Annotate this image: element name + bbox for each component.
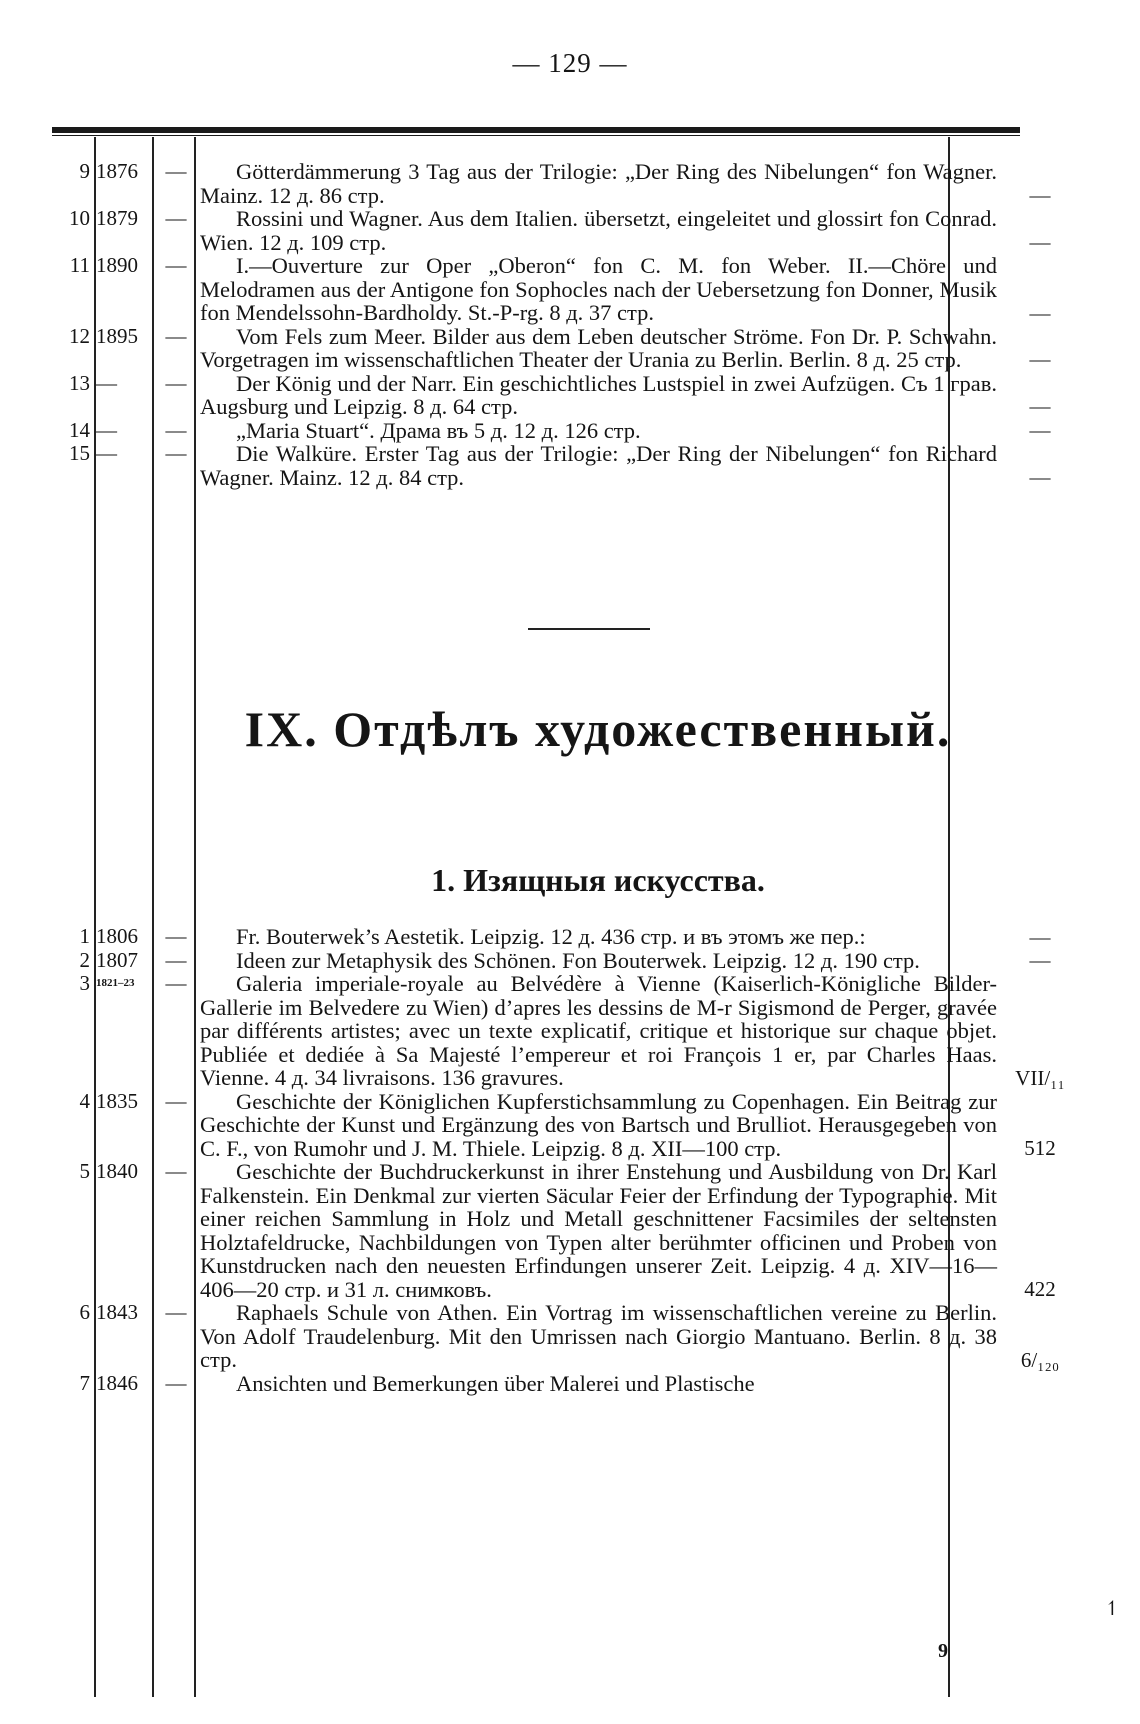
entry-year: 1807 (96, 947, 138, 972)
entry-text: Der König und der Narr. Ein geschichtliches Lustspiel in zwei Aufzügen. Съ 1 грав. Augsburg und Leipzig. 8 д. 64 стр. (200, 370, 997, 419)
entry-year: 1843 (96, 1300, 138, 1324)
section-title: IX. Отдѣлъ художественный. (244, 701, 952, 757)
entry-year: 1876 (96, 159, 138, 183)
entry-number: 11 (69, 253, 90, 277)
entry-number: 12 (69, 323, 90, 348)
entry-dash: — (165, 1300, 187, 1324)
entry-number: 7 (79, 1370, 90, 1395)
entry-price: — (1029, 418, 1051, 442)
entry-dash: — (165, 159, 187, 183)
entry-dash: — (165, 441, 187, 465)
entry-year: 1821–23 (96, 977, 135, 989)
entry-row (52, 1372, 1062, 1396)
entry-year: 1890 (96, 253, 138, 277)
edge-mark: ↿ (1104, 1598, 1121, 1620)
subsection-title: 1. Изящныя искусства. (431, 862, 765, 898)
entry-row (52, 419, 1062, 443)
entry-number: 9 (79, 159, 90, 183)
entry-price: 512 (1024, 1136, 1056, 1160)
entry-dash: — (165, 253, 187, 277)
entry-number: 15 (69, 441, 90, 465)
entry-text: Ideen zur Metaphysik des Schönen. Fon Bouterwek. Leipzig. 12 д. 190 стр. (236, 947, 920, 973)
entry-price: — (1029, 347, 1051, 371)
entry-text: Vom Fels zum Meer. Bilder aus dem Leben deutscher Ströme. Fon Dr. P. Schwahn. Vorgetragen im wissenschaftlichen Theater der Urania zu Berlin. Berlin. 8 д. 25 стр. (200, 323, 997, 372)
entry-row (52, 160, 1062, 207)
page-number: — 129 — (512, 48, 628, 78)
entry-dash: — (165, 1088, 187, 1113)
entry-year: — (96, 441, 117, 465)
entry-price: — (1029, 300, 1051, 325)
entry-price: — (1029, 394, 1051, 418)
entry-text: I.—Ouverture zur Oper „Oberon“ fon C. M. fon Weber. II.—Chöre und Melodramen aus der Antigone fon Sophocles nach der Uebersetzung fon Donner, Musik fon Mendelssohn-Bardholdy. St.-P-rg. 8 д. 37 стр. (200, 253, 997, 325)
entry-number: 1 (79, 924, 90, 948)
entry-text: Rossini und Wagner. Aus dem Italien. übersetzt, eingeleitet und glossirt fon Conrad. Wien. 12 д. 109 стр. (200, 206, 997, 255)
bottom-entries-table (52, 924, 1065, 1396)
entry-price: — (1029, 464, 1051, 489)
entry-year: 1846 (96, 1370, 138, 1395)
entry-text: Geschichte der Königlichen Kupferstichsammlung zu Copenhagen. Ein Beitrag zur Geschichte der Kunst und Ergänzung des von Bartsch und Brulliot. Herausgegeben von C. F., von Rumohr und J. M. Thiele. Leipzig. 8 д. XII—100 стр. (200, 1088, 997, 1161)
entry-dash: — (165, 1159, 187, 1183)
top-entries-table (52, 160, 1062, 489)
entry-text: Geschichte der Buchdruckerkunst in ihrer Enstehung und Ausbildung von Dr. Karl Falkenstein. Ein Denkmal zur vierten Säcular Feier der Erfindung der Typographie. Mit einer reichen Sammlung in Holz und Metall geschnittener Facsimiles der seltensten Holztafeldrucke, Nachbildungen von Typen alter berühmter officinen und Proben von Kunstdrucken nach den neuesten Erfindungen unserer Zeit. Leipzig. 4 д. XIV—16—406—20 стр. и 31 л. снимковъ. (200, 1159, 997, 1302)
entry-row (52, 925, 1062, 949)
header-rule-thin (52, 135, 1020, 136)
entry-text: „Maria Stuart“. Драма въ 5 д. 12 д. 126 стр. (236, 417, 641, 443)
entry-dash: — (165, 1370, 187, 1395)
entry-row (52, 442, 1062, 489)
header-rule (52, 127, 1020, 133)
entry-text: Die Walküre. Erster Tag aus der Trilogie: „Der Ring der Nibelungen“ fon Richard Wagner. Mainz. 12 д. 84 стр. (200, 441, 997, 490)
entry-price: 6/₁₂₀ (1020, 1347, 1060, 1372)
entry-price: — (1029, 182, 1051, 207)
entry-year: — (96, 370, 117, 395)
entry-row (52, 1301, 1062, 1372)
entry-number: 14 (69, 417, 90, 442)
entry-dash: — (165, 924, 187, 948)
entry-year: 1840 (96, 1159, 138, 1183)
entry-row (52, 1090, 1062, 1161)
entry-year: 1879 (96, 206, 138, 230)
entry-row (52, 949, 1062, 973)
entry-price: 422 (1024, 1276, 1056, 1301)
entry-text: Ansichten und Bemerkungen über Malerei und Plastische (236, 1370, 755, 1396)
entry-row (52, 254, 1062, 325)
entry-text: Raphaels Schule von Athen. Ein Vortrag im wissenschaftlichen vereine zu Berlin. Von Adolf Traudelenburg. Mit den Umrissen nach Giorgio Mantuano. Berlin. 8 д. 38 стр. (200, 1300, 997, 1372)
entry-text: Galeria imperiale-royale au Belvédère à Vienne (Kaiserlich-Königliche Bilder-Gallerie im Belvedere zu Wien) d’apres les dessins de M-r Sigismond de Perger, gravée par différents artistes; avec un texte explicatif, critique et historique sur chaque objet. Publiée et dediée à Sa Majesté l’empereur et roi François 1 er, par Charles Haas. Vienne. 4 д. 34 livraisons. 136 gravures. (200, 971, 997, 1090)
entry-text: Fr. Bouterwek’s Aestetik. Leipzig. 12 д. 436 стр. и въ этомъ же пер.: (236, 924, 866, 949)
entry-dash: — (165, 947, 187, 972)
entry-row (52, 971, 1065, 1090)
entry-number: 2 (79, 947, 90, 972)
entry-row (52, 207, 1062, 254)
entry-dash: — (165, 206, 187, 230)
entry-number: 5 (79, 1159, 90, 1183)
entry-number: 10 (69, 206, 90, 230)
entry-dash: — (165, 417, 187, 442)
entry-dash: — (165, 323, 187, 348)
entry-text: Götterdämmerung 3 Tag aus der Trilogie: „Der Ring des Nibelungen“ fon Wagner. Mainz. 12 д. 86 стр. (200, 159, 997, 208)
entry-number: 6 (79, 1300, 90, 1324)
entry-price: — (1029, 229, 1051, 254)
section-separator (528, 628, 650, 630)
entry-row (52, 1160, 1062, 1301)
entry-dash: — (165, 971, 187, 995)
entry-row (52, 325, 1062, 372)
entry-price: — (1029, 948, 1051, 972)
entry-year: — (96, 417, 117, 442)
signature-mark: 9 (938, 1640, 948, 1662)
entry-number: 3 (79, 971, 90, 995)
entry-number: 4 (79, 1088, 90, 1113)
entry-number: 13 (69, 370, 90, 395)
entry-year: 1895 (96, 323, 138, 348)
entry-dash: — (165, 370, 187, 395)
entry-year: 1835 (96, 1088, 138, 1113)
entry-price: — (1029, 924, 1051, 949)
entry-row (52, 372, 1062, 419)
entry-price: VII/₁₁ (1015, 1065, 1065, 1090)
entry-year: 1806 (96, 924, 138, 948)
